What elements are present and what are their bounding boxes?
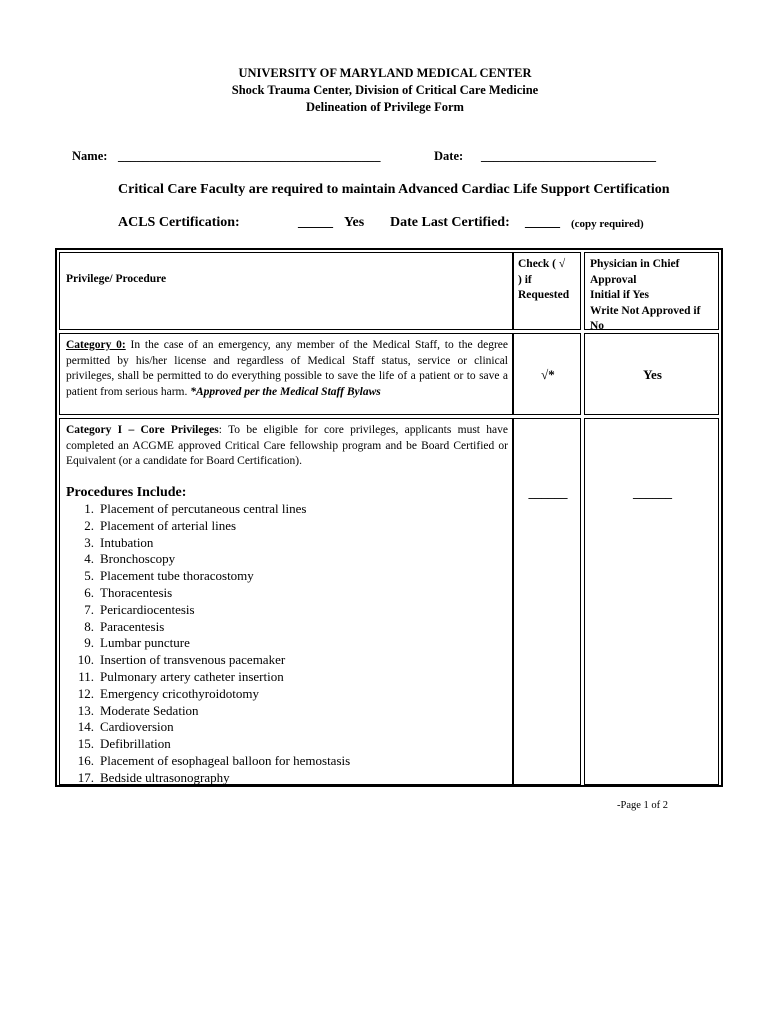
privilege-table — [55, 248, 723, 787]
approval-column-header — [590, 257, 718, 335]
list-item — [60, 585, 350, 602]
procedure-number: 8. — [84, 618, 94, 634]
acls-yes-label: Yes — [344, 215, 365, 230]
list-item — [60, 518, 350, 535]
category-1-approval-field[interactable]: ______ — [633, 485, 672, 500]
procedure-label: Intubation — [100, 534, 154, 550]
approval-header-line: Write Not Approved if — [590, 304, 701, 317]
procedure-number: 1. — [84, 501, 94, 516]
procedure-number: 4. — [84, 551, 94, 567]
date-label: Date: — [434, 149, 464, 163]
procedure-label: Placement tube thoracostomy — [100, 568, 254, 584]
procedure-number: 5. — [84, 568, 94, 584]
acls-notice: Critical Care Faculty are required to maintain Advanced Cardiac Life Support Certification — [118, 182, 670, 197]
category-0-approval: Yes — [643, 367, 662, 382]
procedure-label: Emergency cricothyroidotomy — [100, 685, 259, 701]
category-0-approved-note: *Approved per the Medical Staff Bylaws — [190, 385, 381, 398]
list-item — [60, 686, 350, 703]
list-item — [60, 602, 350, 619]
date-last-certified-field[interactable]: _____ — [525, 215, 560, 230]
procedure-label: Pulmonary artery catheter insertion — [100, 668, 284, 684]
list-item — [60, 501, 350, 518]
name-field[interactable]: __________________________________________ — [118, 149, 381, 163]
procedure-label: Pericardiocentesis — [100, 601, 195, 617]
category-1-cell — [59, 418, 513, 785]
procedure-number: 15. — [77, 736, 94, 752]
acls-label: ACLS Certification: — [118, 215, 240, 230]
category-0-approval-cell — [584, 333, 719, 415]
category-1-check-field[interactable]: ______ — [528, 485, 568, 500]
category-1-check-cell — [513, 418, 581, 785]
list-item — [60, 719, 350, 736]
approval-header-line: Approval — [590, 273, 637, 286]
acls-yes-field[interactable]: _____ — [298, 215, 333, 230]
header-cell-approval — [584, 252, 719, 330]
name-label: Name: — [72, 149, 108, 163]
list-item — [60, 770, 350, 787]
list-item — [60, 736, 350, 753]
procedure-label: Moderate Sedation — [100, 702, 199, 718]
category-0-check-cell — [513, 333, 581, 415]
check-header-line: Requested — [518, 289, 570, 301]
list-item — [60, 753, 350, 770]
procedure-label: Lumbar puncture — [100, 635, 190, 651]
procedure-column-header: Privilege/ Procedure — [66, 273, 167, 285]
procedure-number: 9. — [84, 635, 94, 651]
approval-header-line: Physician in Chief — [590, 258, 680, 270]
procedure-number: 2. — [84, 517, 94, 533]
procedures-heading: Procedures Include: — [66, 485, 187, 500]
procedure-number: 17. — [77, 769, 94, 785]
category-1-description: : To be eligible for core privileges, applicants must have completed an ACGME approved Critical Care fellowship program and be Board Certified or Equivalent (or a candidate for Board Certification). — [66, 424, 509, 467]
procedure-label: Placement of percutaneous central lines — [100, 501, 307, 516]
category-0-text — [66, 338, 508, 400]
list-item — [60, 535, 350, 552]
category-0-cell — [59, 333, 513, 415]
procedure-label: Insertion of transvenous pacemaker — [100, 652, 286, 668]
category-0-title: Category 0: — [66, 339, 126, 351]
document-title: UNIVERSITY OF MARYLAND MEDICAL CENTER — [238, 66, 532, 80]
category-0-check-mark: √* — [541, 367, 555, 382]
page-number: -Page 1 of 2 — [617, 800, 669, 811]
procedure-number: 7. — [84, 601, 94, 617]
procedure-number: 13. — [77, 702, 94, 718]
list-item — [60, 619, 350, 636]
division-subtitle: Shock Trauma Center, Division of Critical Care Medicine — [231, 83, 539, 97]
procedure-number: 12. — [77, 685, 94, 701]
category-1-title: Category I – Core Privileges — [66, 424, 219, 436]
category-1-text — [66, 423, 508, 470]
check-header-line: Check ( √ — [518, 258, 566, 270]
approval-header-line: No — [590, 320, 605, 332]
list-item — [60, 568, 350, 585]
procedure-label: Placement of arterial lines — [100, 517, 237, 533]
date-last-certified-label: Date Last Certified: — [390, 215, 510, 230]
procedure-label: Bronchoscopy — [100, 551, 176, 567]
list-item — [60, 669, 350, 686]
header-cell-check — [513, 252, 581, 330]
check-column-header — [518, 257, 582, 304]
procedure-label: Paracentesis — [100, 618, 165, 634]
check-header-line: ) if — [518, 273, 532, 286]
procedure-number: 10. — [77, 652, 94, 668]
category-1-approval-cell — [584, 418, 719, 785]
procedure-number: 3. — [84, 534, 94, 550]
procedure-label: Thoracentesis — [100, 584, 173, 600]
procedure-label: Defibrillation — [100, 736, 171, 752]
list-item — [60, 551, 350, 568]
category-0-description: In the case of an emergency, any member of the Medical Staff, to the degree permitted by his/her license and regardless of Medical Staff status, service or clinical privileges, shall be permitted to do everything possible to save the life of a patient or to save a patient from serious harm. — [66, 339, 508, 398]
copy-required-note: (copy required) — [571, 218, 644, 230]
procedure-number: 11. — [78, 668, 94, 684]
procedure-label: Bedside ultrasonography — [100, 769, 230, 785]
header-cell-procedure — [59, 252, 513, 330]
list-item — [60, 652, 350, 669]
date-field[interactable]: ____________________________ — [481, 149, 656, 163]
procedure-label: Cardioversion — [100, 719, 174, 735]
procedure-label: Placement of esophageal balloon for hemostasis — [100, 752, 351, 768]
procedure-number: 6. — [84, 584, 94, 600]
list-item — [60, 635, 350, 652]
procedure-list — [60, 501, 350, 787]
list-item — [60, 703, 350, 720]
procedure-number: 14. — [77, 719, 94, 735]
procedure-number: 16. — [77, 752, 94, 768]
approval-header-line: Initial if Yes — [590, 289, 649, 301]
form-title: Delineation of Privilege Form — [306, 100, 464, 114]
